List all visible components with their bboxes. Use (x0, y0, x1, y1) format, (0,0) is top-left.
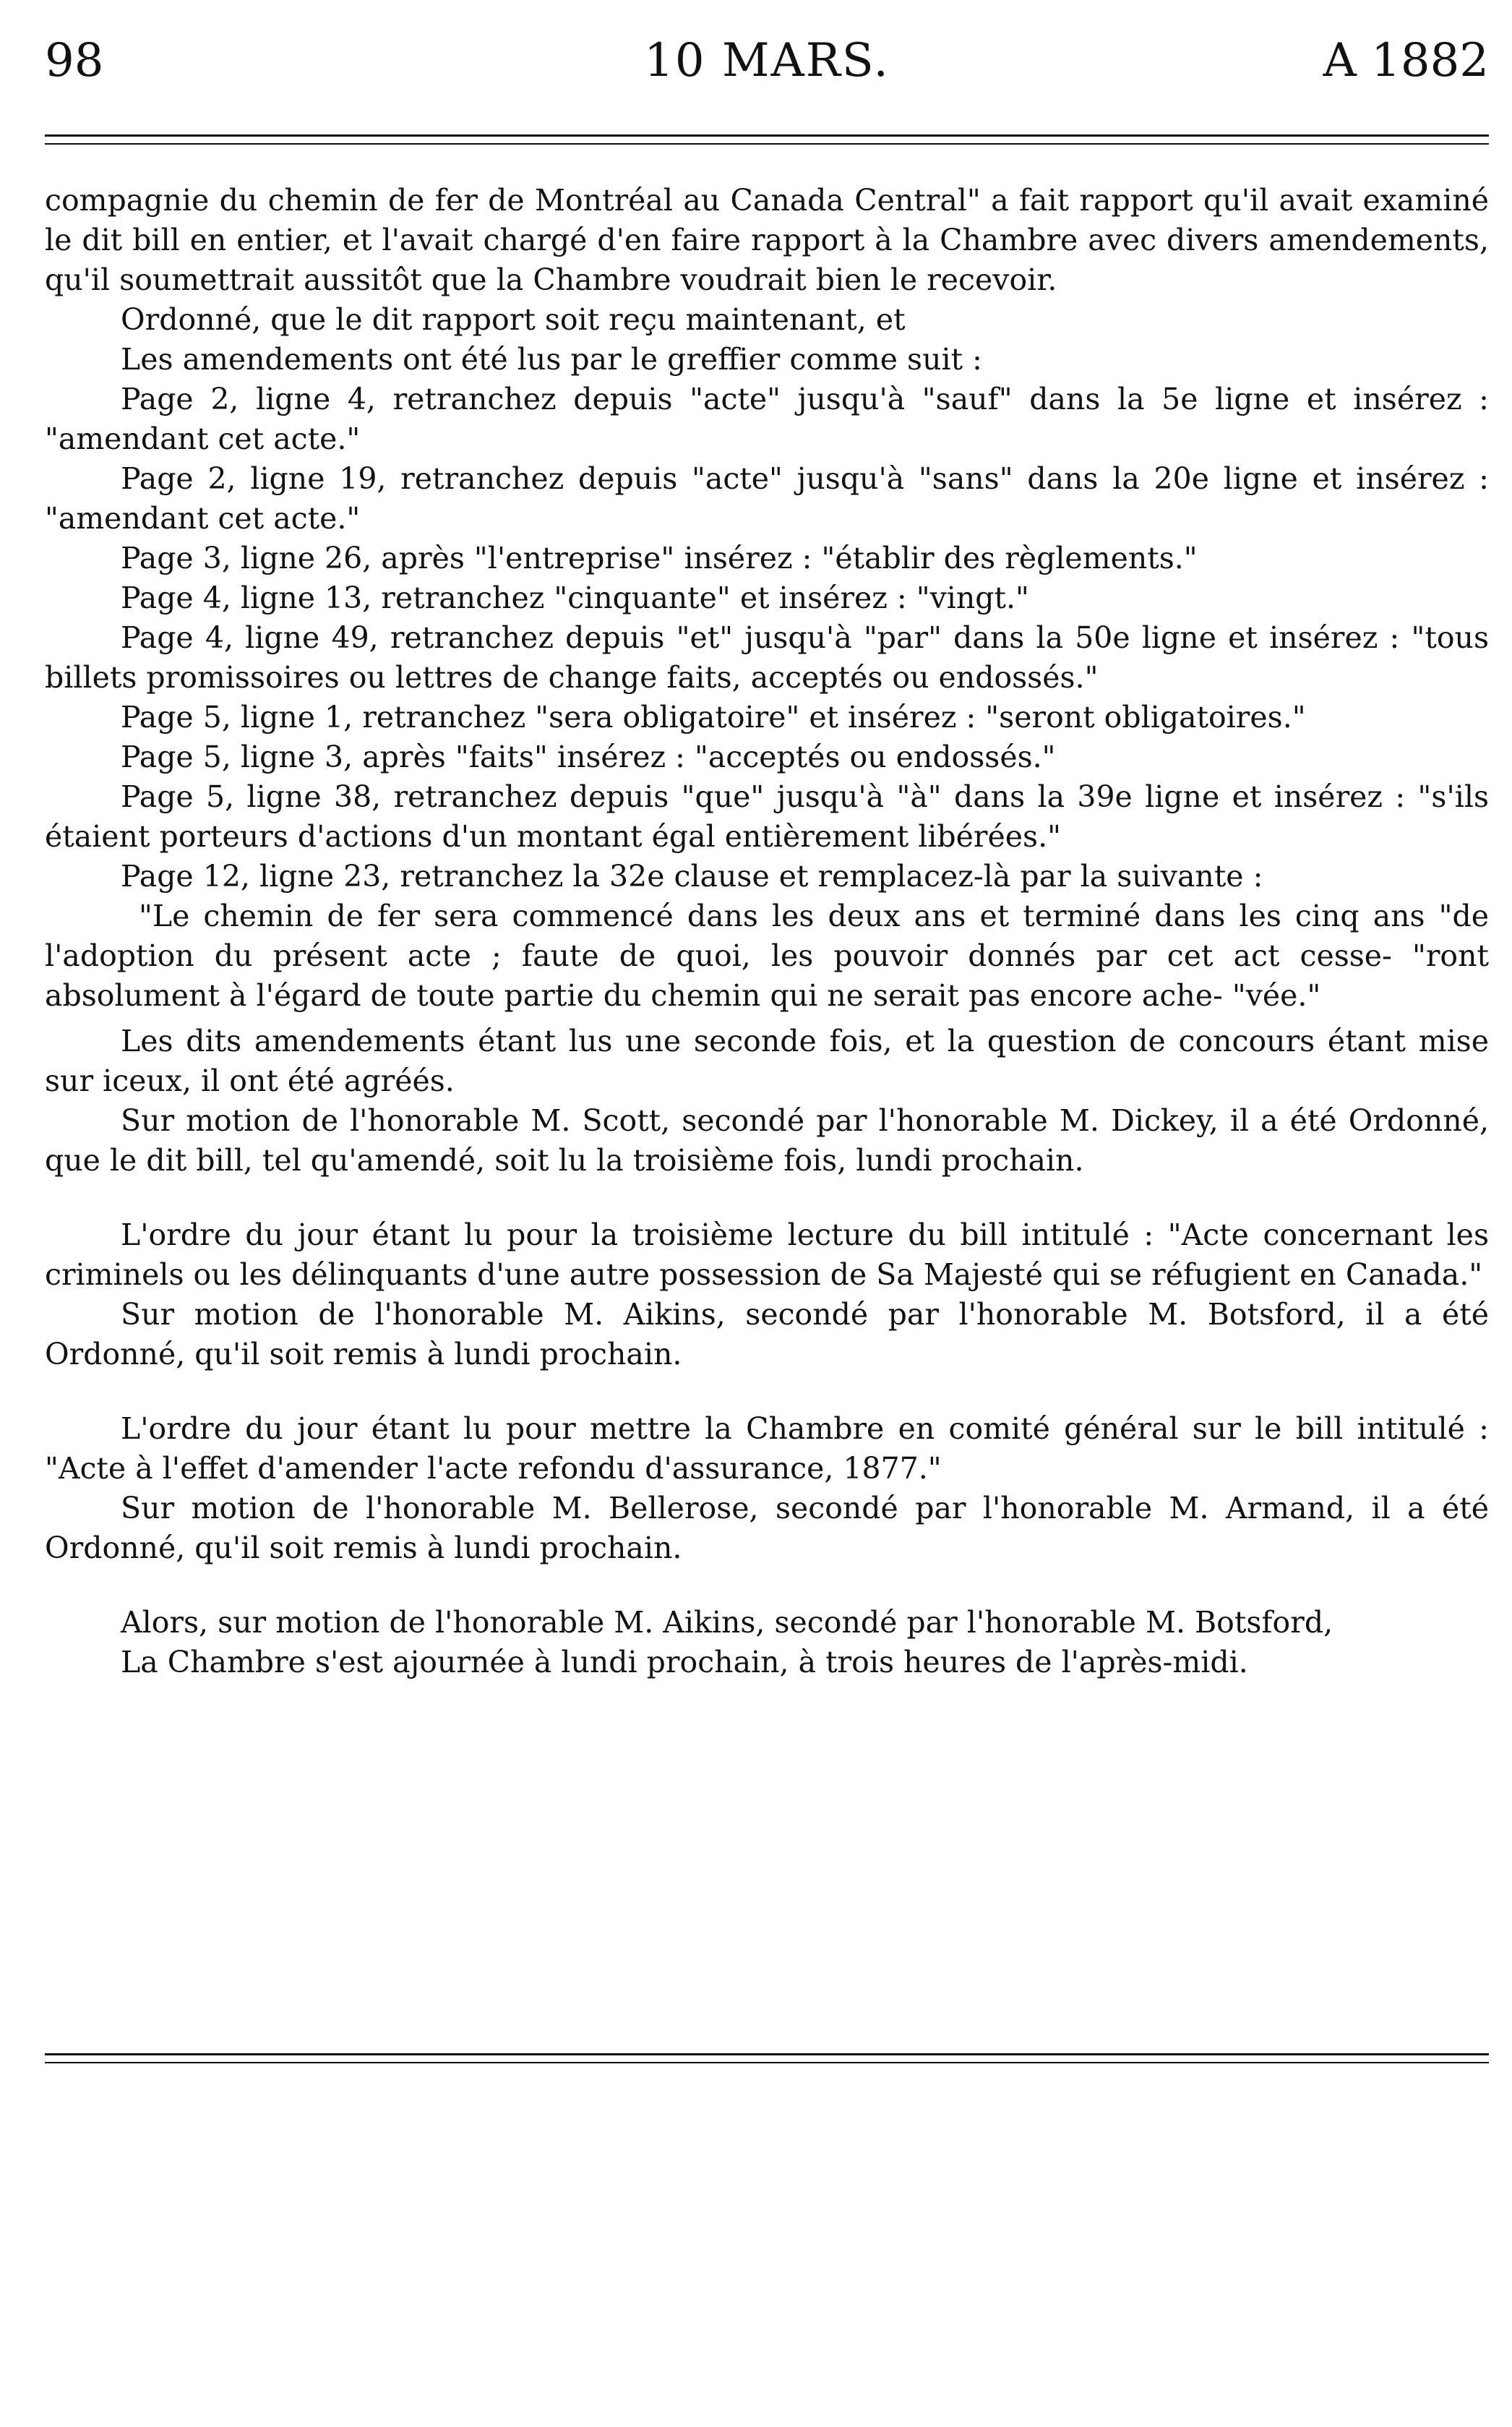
paragraph-motion-third-reading: Sur motion de l'honorable M. Scott, secondé par l'honorable M. Dickey, il a été Ordonné, que le dit bill, tel qu'amendé, soit lu la troisième fois, lundi prochain. (45, 1103, 1489, 1178)
section-gap (45, 1568, 1489, 1603)
amendment-item: Page 2, ligne 4, retranchez depuis "acte" jusqu'à "sauf" dans la 5e ligne et insérez : "amendant cet acte." (45, 382, 1489, 456)
page-number: 98 (45, 34, 104, 87)
document-body (45, 181, 1489, 1682)
amendment-item: Page 4, ligne 13, retranchez "cinquante" et insérez : "vingt." (121, 581, 1029, 615)
amendment-item: Page 5, ligne 38, retranchez depuis "que" jusqu'à "à" dans la 39e ligne et insérez : "s'ils étaient porteurs d'actions d'un montant égal entièrement libérées." (45, 779, 1489, 854)
amendment-item: Page 5, ligne 3, après "faits" insérez : "acceptés ou endossés." (121, 740, 1056, 774)
page-date: 10 MARS. (644, 34, 890, 87)
page-year: A 1882 (1323, 34, 1489, 87)
footer-rule-top (45, 2053, 1489, 2055)
section-gap (45, 1374, 1489, 1409)
amendment-item: Page 4, ligne 49, retranchez depuis "et" jusqu'à "par" dans la 50e ligne et insérez : "tous billets promissoires ou lettres de change faits, acceptés ou endossés." (45, 620, 1489, 695)
paragraph-adjournment: La Chambre s'est ajournée à lundi prochain, à trois heures de l'après-midi. (121, 1645, 1248, 1679)
paragraph-adjournment-motion: Alors, sur motion de l'honorable M. Aikins, secondé par l'honorable M. Botsford, (121, 1605, 1333, 1640)
section-gap (45, 1181, 1489, 1215)
header-rule-bottom (45, 143, 1489, 145)
paragraph-amendments-read: Les amendements ont été lus par le greffier comme suit : (121, 342, 982, 377)
paragraph-motion-bellerose: Sur motion de l'honorable M. Bellerose, secondé par l'honorable M. Armand, il a été Ordonné, qu'il soit remis à lundi prochain. (45, 1491, 1489, 1565)
amendment-item: Page 12, ligne 23, retranchez la 32e clause et remplacez-là par la suivante : (121, 859, 1263, 894)
page-header (45, 25, 1489, 97)
paragraph-order-criminals-bill: L'ordre du jour étant lu pour la troisième lecture du bill intitulé : "Acte concernant les criminels ou les délinquants d'une autre possession de Sa Majesté qui se réfugient en Canada." (45, 1217, 1489, 1292)
paragraph-amendments-agreed: Les dits amendements étant lus une seconde fois, et la question de concours étant mise sur iceux, il ont été agréés. (45, 1024, 1489, 1098)
paragraph-committee-report: compagnie du chemin de fer de Montréal au Canada Central" a fait rapport qu'il avait examiné le dit bill en entier, et l'avait chargé d'en faire rapport à la Chambre avec divers amendements, qu'il soumettrait aussitôt que la Chambre voudrait bien le recevoir. (45, 183, 1489, 297)
paragraph-order-insurance-bill: L'ordre du jour étant lu pour mettre la Chambre en comité général sur le bill intitulé : "Acte à l'effet d'amender l'acte refondu d'assurance, 1877." (45, 1411, 1489, 1486)
quoted-clause: "Le chemin de fer sera commencé dans les deux ans et terminé dans les cinq ans "de l'adoption du présent acte ; faute de quoi, les pouvoir donnés par cet act cesse- "ront absolument à l'égard de toute partie du chemin qui ne serait pas encore ache- "vée." (45, 899, 1489, 1013)
paragraph-ordered-received: Ordonné, que le dit rapport soit reçu maintenant, et (121, 302, 906, 337)
amendment-item: Page 5, ligne 1, retranchez "sera obligatoire" et insérez : "seront obligatoires." (121, 700, 1306, 735)
paragraph-motion-aikins: Sur motion de l'honorable M. Aikins, secondé par l'honorable M. Botsford, il a été Ordonné, qu'il soit remis à lundi prochain. (45, 1297, 1489, 1371)
header-rule-top (45, 134, 1489, 137)
footer-rule-bottom (45, 2062, 1489, 2063)
amendment-item: Page 3, ligne 26, après "l'entreprise" insérez : "établir des règlements." (121, 541, 1198, 575)
amendment-item: Page 2, ligne 19, retranchez depuis "acte" jusqu'à "sans" dans la 20e ligne et insérez : "amendant cet acte." (45, 461, 1489, 536)
